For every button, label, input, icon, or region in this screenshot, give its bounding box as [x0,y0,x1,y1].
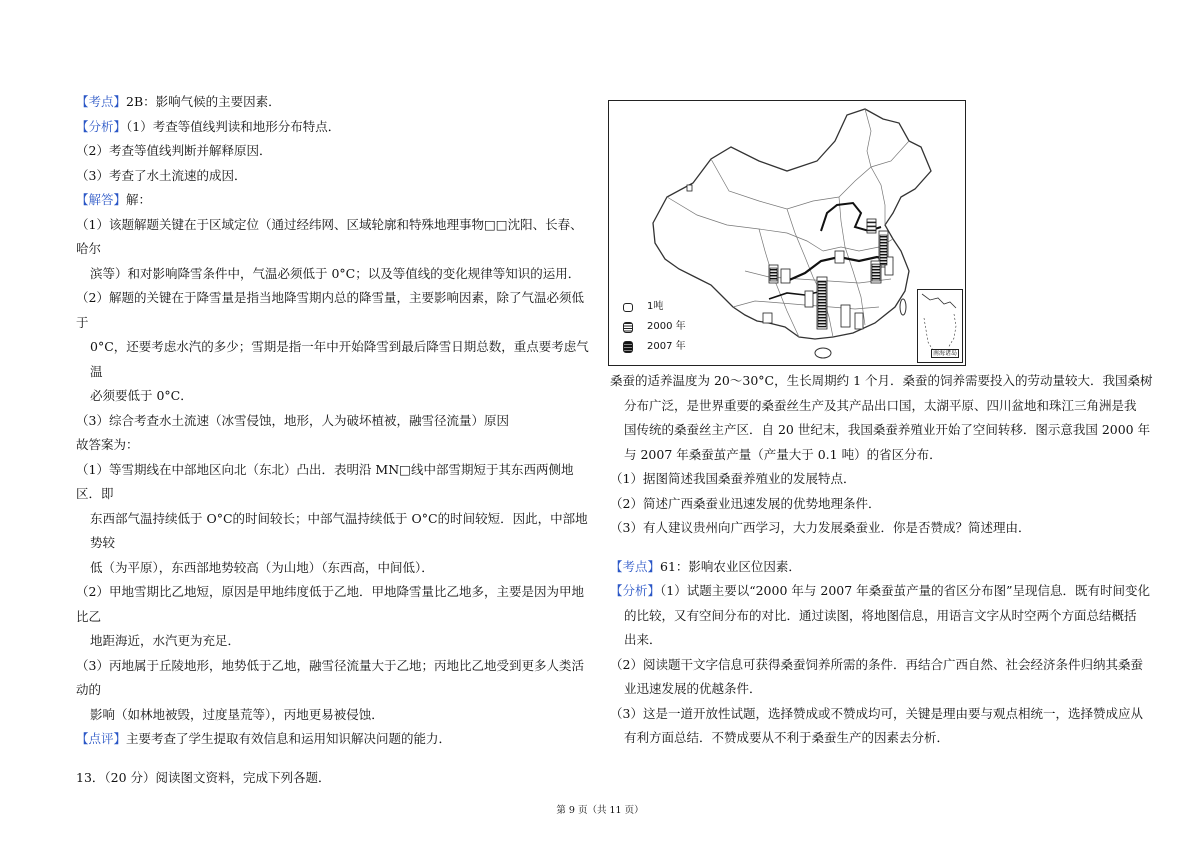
right-fenxi-2b: 业迅速发展的优越条件． [624,681,762,696]
dianping-line [76,727,590,752]
question-3: （3）有人建议贵州向广西学习，大力发展桑蚕业．你是否赞成？简述理由． [610,520,1031,535]
question-1: （1）据图简述我国桑蚕养殖业的发展特点． [610,471,856,486]
right-kaodian-text: 61：影响农业区位因素． [660,558,801,574]
south-china-sea-inset [917,289,963,363]
coin-stack-dark-icon [623,341,633,353]
fenxi-item-2: （2）考查等值线判断并解释原因． [76,143,272,158]
right-fenxi-1a: （1）试题主要以“2000 年与 2007 年桑蚕茧产量的省区分布图”呈现信息．既有时间变化 [660,583,1151,598]
right-fenxi-1c: 出来． [624,632,662,647]
legend-label-3: 2007 年 [647,341,686,352]
jieda-tag: 【解答】 [76,192,127,207]
jieda-text: 解： [126,192,152,207]
jieda-3: （3）综合考查水土流速（冰雪侵蚀，地形，人为破坏植被，融雪径流量）原因 [76,412,509,428]
answer-3b: 影响（如林地被毁，过度垦荒等），丙地更易被侵蚀． [90,706,384,722]
jieda-2b: 0°C，还要考虑水汽的多少；雪期是指一年中开始降雪到最后降雪日期总数，重点要考虑气温 [90,339,589,379]
legend-row-1 [623,297,686,317]
answer-1b: 东西部气温持续低于 O°C的时间较长；中部气温持续低于 O°C的时间较短．因此，中部地势较 [90,510,588,550]
right-fenxi-3b: 有利方面总结．不赞成要从不利于桑蚕生产的因素去分析． [624,730,950,745]
kaodian-line [76,90,590,115]
right-column [610,369,1176,751]
right-fenxi-line [610,579,1176,604]
intro-a: 桑蚕的适养温度为 20～30°C，生长周期约 1 个月．桑蚕的饲养需要投入的劳动量较大．我国桑树 [610,373,1153,388]
page-footer: 第 9 页（共 11 页） [556,805,644,816]
coin-stack-icon [623,322,633,333]
answer-2a: （2）甲地雪期比乙地短，原因是甲地纬度低于乙地．甲地降雪量比乙地多，主要是因为甲地比乙 [76,584,584,624]
fenxi-line [76,115,590,140]
right-fenxi-tag: 【分析】 [610,583,661,598]
dianping-text: 主要考查了学生提取有效信息和运用知识解决问题的能力． [126,731,452,746]
right-fenxi-1b: 的比较，又有空间分布的对比．通过读图，将地图信息，用语言文字从时空两个方面总结概括 [624,607,1137,623]
jieda-2c: 必须要低于 0°C． [90,388,193,403]
right-kaodian-line [610,555,1176,580]
sericulture-map [608,100,966,366]
kaodian-text: 2B：影响气候的主要因素． [126,94,281,109]
jieda-1a: （1）该题解题关键在于区域定位（通过经纬网、区域轮廓和特殊地理事物□□沈阳、长春、哈尔 [76,216,583,256]
legend-row-3 [623,337,686,357]
dianping-tag: 【点评】 [76,731,127,746]
jieda-2a: （2）解题的关键在于降雪量是指当地降雪期内总的降雪量，主要影响因素，除了气温必须低于 [76,290,584,330]
question-13: 13．（20 分）阅读图文资料，完成下列各题． [76,769,331,785]
fenxi-item-1: （1）考查等值线判读和地形分布特点． [126,118,341,134]
jieda-1b: 滨等）和对影响降雪条件中，气温必须低于 0°C；以及等值线的变化规律等知识的运用． [90,265,581,281]
kaodian-tag: 【考点】 [76,94,127,109]
legend-label-1: 1吨 [647,301,664,312]
right-fenxi-3a: （3）这是一道开放性试题，选择赞成或不赞成均可，关键是理由要与观点相统一，选择赞成应从 [610,705,1143,721]
left-column [76,90,590,790]
intro-d: 与 2007 年桑蚕茧产量（产量大于 0.1 吨）的省区分布． [624,446,942,462]
intro-c: 国传统的桑蚕丝主产区．自 20 世纪末，我国桑蚕养殖业开始了空间转移．图示意我国 2000 年 [624,422,1151,437]
legend-row-2 [623,317,686,337]
question-2: （2）简述广西桑蚕业迅速发展的优势地理条件． [610,495,881,511]
intro-b: 分布广泛，是世界重要的桑蚕丝生产及其产品出口国，太湖平原、四川盆地和珠江三角洲是我 [624,397,1137,413]
fenxi-item-3: （3）考查了水土流速的成因． [76,167,247,183]
right-kaodian-tag: 【考点】 [610,558,661,574]
answer-1c: 低（为平原），东西部地势较高（为山地）（东西高，中间低）． [90,559,434,575]
legend-label-2: 2000 年 [647,321,686,332]
inset-label: 南海诸岛 [932,350,957,357]
answer-2b: 地距海近，水汽更为充足． [90,633,241,648]
map-legend [623,297,686,357]
answer-1a: （1）等雪期线在中部地区向北（东北）凸出．表明沿 MN□线中部雪期短于其东西两侧地区．即 [76,461,574,501]
answer-title: 故答案为： [76,437,139,452]
right-fenxi-2a: （2）阅读题干文字信息可获得桑蚕饲养所需的条件．再结合广西自然、社会经济条件归纳其桑蚕 [610,656,1143,672]
coin-icon [623,303,633,312]
answer-3a: （3）丙地属于丘陵地形，地势低于乙地，融雪径流量大于乙地；丙地比乙地受到更多人类活动的 [76,657,584,697]
fenxi-tag: 【分析】 [76,118,127,134]
jieda-line [76,188,590,213]
